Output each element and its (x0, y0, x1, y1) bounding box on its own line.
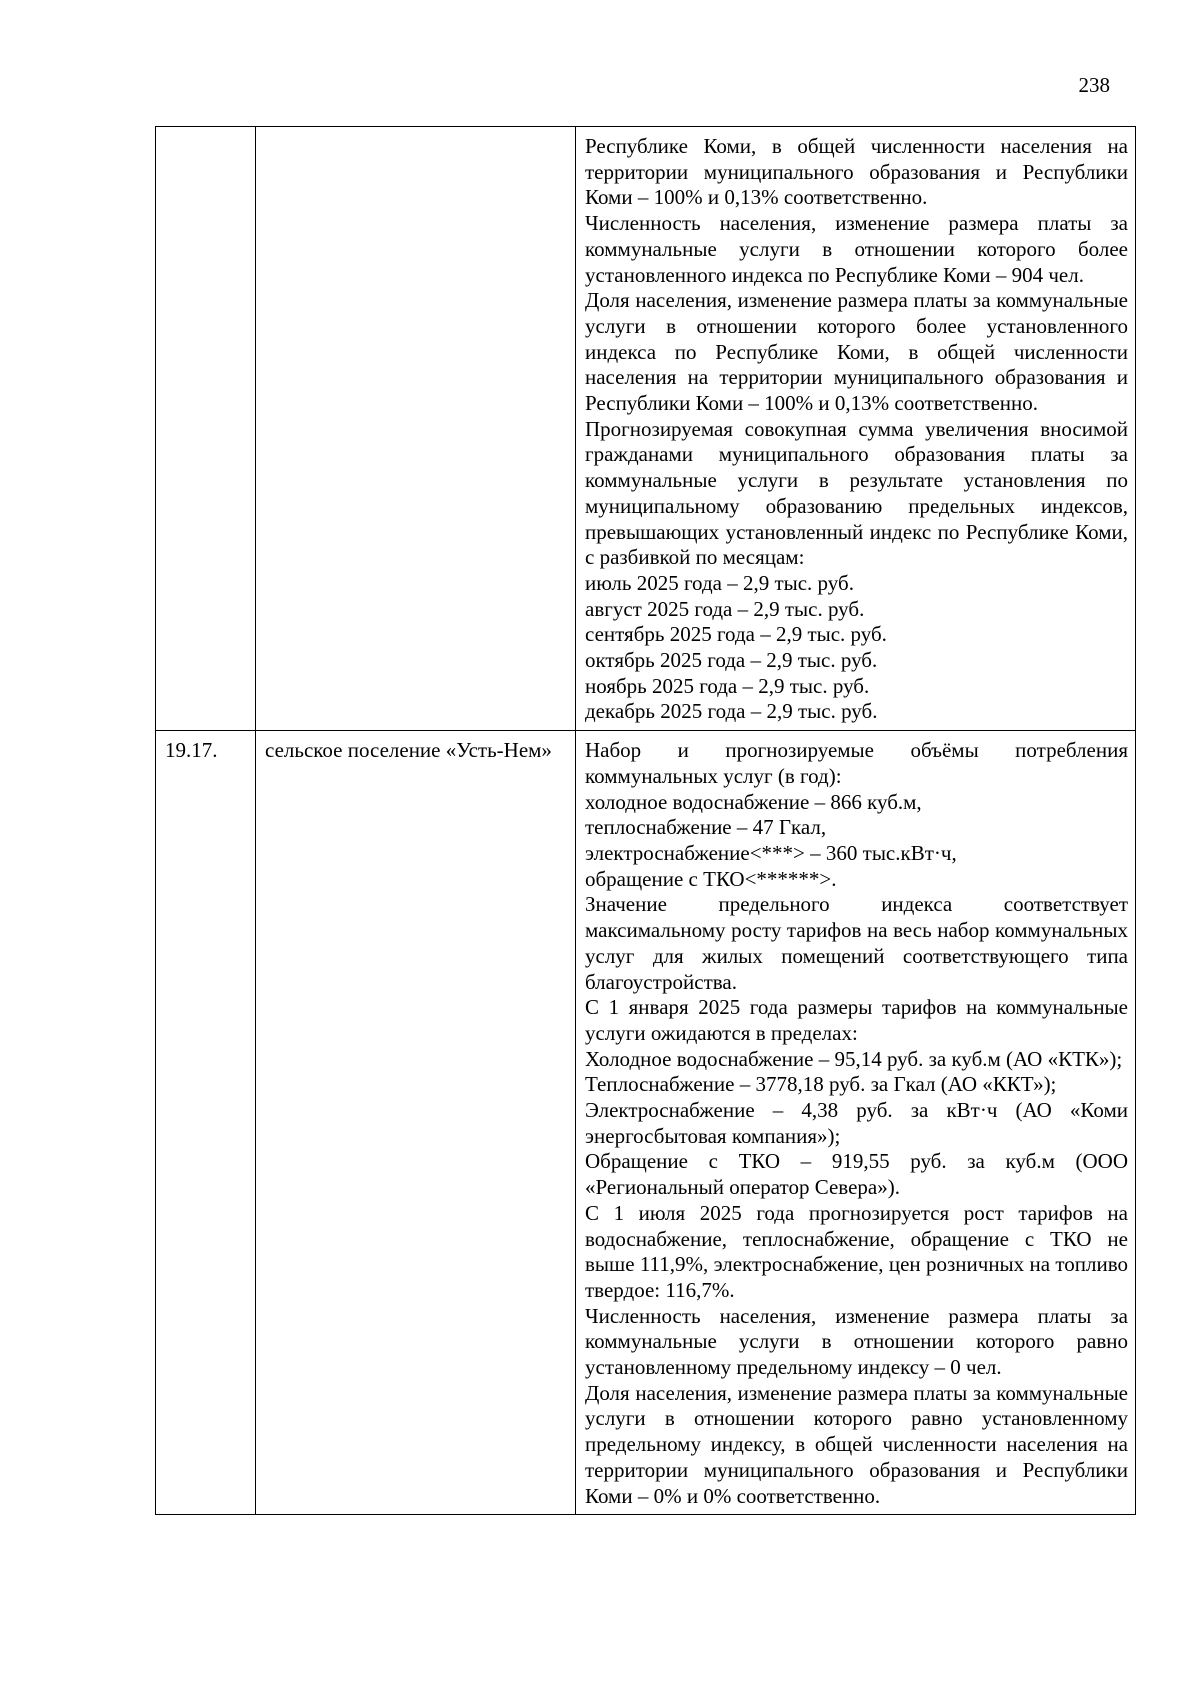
consumption-line: электроснабжение<***> – 360 тыс.кВт·ч, (585, 840, 957, 865)
text-paragraph: Значение предельного индекса соответствует максимальному росту тарифов на весь набор коммунальных услуг для жилых помещений соответствующего типа благоустройства. (585, 892, 1128, 994)
row-number-cell (156, 127, 256, 731)
consumption-line: холодное водоснабжение – 866 куб.м, (585, 789, 922, 814)
page-number: 238 (1078, 73, 1110, 97)
monthly-amount-line: август 2025 года – 2,9 тыс. руб. (585, 596, 865, 621)
text-paragraph: Прогнозируемая совокупная сумма увеличения вносимой гражданами муниципального образования платы за коммунальные услуги в результате установления по муниципальному образованию предельных индексов, превышающих установленный индекс по Республике Коми, с разбивкой по месяцам: (585, 416, 1128, 570)
tariff-line: Электроснабжение – 4,38 руб. за кВт·ч (АО «Коми энергосбытовая компания»); (585, 1098, 1128, 1148)
monthly-amount-line: сентябрь 2025 года – 2,9 тыс. руб. (585, 622, 887, 647)
description-cell (576, 731, 1136, 1515)
monthly-amount-line: ноябрь 2025 года – 2,9 тыс. руб. (585, 673, 870, 698)
text-paragraph: Доля населения, изменение размера платы за коммунальные услуги в отношении которого более установленного индекса по Республике Коми, в общей численности населения на территории муниципального образования и Республики Коми – 100% и 0,13% соответственно. (585, 288, 1128, 416)
table-row (156, 731, 1136, 1515)
monthly-amount-line: декабрь 2025 года – 2,9 тыс. руб. (585, 699, 878, 724)
municipality-name-cell: сельское поселение «Усть-Нем» (256, 731, 576, 1515)
municipality-name-cell (256, 127, 576, 731)
text-paragraph: С 1 января 2025 года размеры тарифов на коммунальные услуги ожидаются в пределах: (585, 995, 1128, 1045)
tariff-line: Теплоснабжение – 3778,18 руб. за Гкал (АО «ККТ»); (585, 1072, 1057, 1097)
text-paragraph: Численность населения, изменение размера платы за коммунальные услуги в отношении которого равно установленному предельному индексу – 0 чел. (585, 1303, 1128, 1380)
monthly-amount-line: октябрь 2025 года – 2,9 тыс. руб. (585, 648, 878, 673)
monthly-amount-line: июль 2025 года – 2,9 тыс. руб. (585, 570, 854, 595)
text-paragraph: Численность населения, изменение размера платы за коммунальные услуги в отношении которого более установленного индекса по Республике Коми – 904 чел. (585, 211, 1128, 287)
tariff-line: Обращение с ТКО – 919,55 руб. за куб.м (ООО «Региональный оператор Севера»). (585, 1149, 1128, 1200)
text-paragraph: Набор и прогнозируемые объёмы потребления коммунальных услуг (в год): (585, 738, 1128, 788)
consumption-line: обращение с ТКО<******>. (585, 866, 837, 891)
text-paragraph: Доля населения, изменение размера платы за коммунальные услуги в отношении которого равно установленному предельному индексу, в общей численности населения на территории муниципального образования и Республики Коми – 0% и 0% соответственно. (585, 1380, 1128, 1508)
document-table (155, 126, 1136, 1515)
text-paragraph: С 1 июля 2025 года прогнозируется рост тарифов на водоснабжение, теплоснабжение, обращение с ТКО не выше 111,9%, электроснабжение, цен розничных на топливо твердое: 116,7%. (585, 1200, 1128, 1302)
row-number-cell: 19.17. (156, 731, 256, 1515)
text-paragraph: Республике Коми, в общей численности населения на территории муниципального образования и Республики Коми – 100% и 0,13% соответственно. (585, 134, 1128, 210)
description-cell (576, 127, 1136, 731)
consumption-line: теплоснабжение – 47 Гкал, (585, 815, 827, 840)
tariff-line: Холодное водоснабжение – 95,14 руб. за куб.м (АО «КТК»); (585, 1046, 1123, 1071)
table-row (156, 127, 1136, 731)
